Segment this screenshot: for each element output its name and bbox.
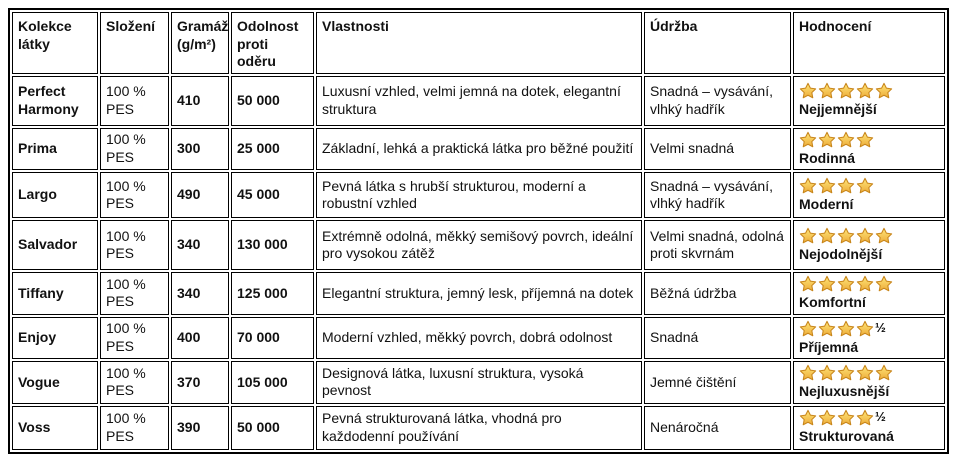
star-icon xyxy=(856,227,874,245)
table-row xyxy=(12,128,945,171)
cell-hodnoceni xyxy=(793,406,945,450)
cell-odolnost: 125 000 xyxy=(231,272,314,315)
star-icon xyxy=(856,275,874,293)
star-icon xyxy=(837,82,855,100)
cell-odolnost: 70 000 xyxy=(231,317,314,360)
cell-gramaz: 340 xyxy=(171,220,229,270)
rating-label: Nejjemnější xyxy=(799,101,877,118)
star-rating xyxy=(799,131,939,149)
cell-slozeni: 100 % PES xyxy=(100,220,169,270)
star-icon xyxy=(875,227,893,245)
cell-kolekce: Tiffany xyxy=(12,272,98,315)
star-icon xyxy=(818,177,836,195)
column-header-slozeni: Složení xyxy=(100,12,169,74)
star-icon xyxy=(837,275,855,293)
half-star-mark: ½ xyxy=(875,319,886,335)
table-row xyxy=(12,172,945,218)
star-rating xyxy=(799,275,939,293)
column-header-udrzba: Údržba xyxy=(644,12,791,74)
cell-kolekce: Vogue xyxy=(12,361,98,404)
cell-odolnost: 50 000 xyxy=(231,406,314,450)
table-row xyxy=(12,406,945,450)
star-icon xyxy=(799,364,817,382)
cell-slozeni: 100 % PES xyxy=(100,406,169,450)
cell-odolnost: 130 000 xyxy=(231,220,314,270)
table-row xyxy=(12,76,945,126)
star-icon xyxy=(875,364,893,382)
rating-label: Rodinná xyxy=(799,149,855,166)
star-icon xyxy=(856,177,874,195)
star-rating xyxy=(799,320,939,338)
cell-gramaz: 340 xyxy=(171,272,229,315)
cell-hodnoceni xyxy=(793,361,945,404)
star-rating xyxy=(799,82,939,100)
star-icon xyxy=(837,409,855,427)
cell-hodnoceni xyxy=(793,317,945,360)
half-star-mark: ½ xyxy=(875,409,886,425)
cell-slozeni: 100 % PES xyxy=(100,272,169,315)
star-icon xyxy=(837,227,855,245)
star-icon xyxy=(875,275,893,293)
rating-label: Nejluxusnější xyxy=(799,383,890,399)
cell-vlastnosti: Elegantní struktura, jemný lesk, příjemná na dotek xyxy=(316,272,642,315)
table-row xyxy=(12,272,945,315)
cell-vlastnosti: Extrémně odolná, měkký semišový povrch, ideální pro vysokou zátěž xyxy=(316,220,642,270)
star-icon xyxy=(799,177,817,195)
cell-slozeni: 100 % PES xyxy=(100,317,169,360)
star-icon xyxy=(818,409,836,427)
cell-udrzba: Snadná xyxy=(644,317,791,360)
cell-udrzba: Jemné čištění xyxy=(644,361,791,404)
cell-odolnost: 50 000 xyxy=(231,76,314,126)
cell-odolnost: 45 000 xyxy=(231,172,314,218)
fabric-comparison-table xyxy=(8,8,949,454)
cell-odolnost: 25 000 xyxy=(231,128,314,171)
rating-label: Komfortní xyxy=(799,294,866,310)
table-row xyxy=(12,361,945,404)
column-header-kolekce: Kolekce látky xyxy=(12,12,98,74)
cell-gramaz: 410 xyxy=(171,76,229,126)
star-icon xyxy=(837,131,855,149)
column-header-hodnoceni: Hodnocení xyxy=(793,12,945,74)
cell-vlastnosti: Designová látka, luxusní struktura, vysoká pevnost xyxy=(316,361,642,404)
rating-label: Příjemná xyxy=(799,338,859,355)
cell-kolekce: Enjoy xyxy=(12,317,98,360)
cell-udrzba: Velmi snadná xyxy=(644,128,791,171)
star-icon xyxy=(818,320,836,338)
star-icon xyxy=(856,131,874,149)
cell-slozeni: 100 % PES xyxy=(100,361,169,404)
star-icon xyxy=(799,82,817,100)
star-icon xyxy=(818,275,836,293)
star-icon xyxy=(799,275,817,293)
star-rating xyxy=(799,409,939,427)
cell-udrzba: Snadná – vysávání, vlhký hadřík xyxy=(644,172,791,218)
cell-gramaz: 370 xyxy=(171,361,229,404)
cell-vlastnosti: Pevná látka s hrubší strukturou, moderní a robustní vzhled xyxy=(316,172,642,218)
star-icon xyxy=(799,320,817,338)
cell-gramaz: 390 xyxy=(171,406,229,450)
star-icon xyxy=(856,364,874,382)
column-header-gramaz: Gramáž (g/m²) xyxy=(171,12,229,74)
cell-gramaz: 300 xyxy=(171,128,229,171)
table-row xyxy=(12,317,945,360)
star-icon xyxy=(818,227,836,245)
rating-label: Moderní xyxy=(799,195,854,212)
cell-slozeni: 100 % PES xyxy=(100,172,169,218)
cell-odolnost: 105 000 xyxy=(231,361,314,404)
rating-label: Nejodolnější xyxy=(799,245,883,262)
cell-kolekce: Voss xyxy=(12,406,98,450)
star-icon xyxy=(818,364,836,382)
star-icon xyxy=(799,227,817,245)
cell-slozeni: 100 % PES xyxy=(100,128,169,171)
cell-kolekce: Salvador xyxy=(12,220,98,270)
cell-udrzba: Nenáročná xyxy=(644,406,791,450)
cell-kolekce: Prima xyxy=(12,128,98,171)
star-icon xyxy=(837,177,855,195)
star-rating xyxy=(799,227,939,245)
rating-label: Strukturovaná xyxy=(799,428,894,445)
cell-udrzba: Velmi snadná, odolná proti skvrnám xyxy=(644,220,791,270)
star-icon xyxy=(856,82,874,100)
cell-udrzba: Běžná údržba xyxy=(644,272,791,315)
cell-vlastnosti: Základní, lehká a praktická látka pro běžné použití xyxy=(316,128,642,171)
cell-kolekce: Largo xyxy=(12,172,98,218)
cell-gramaz: 400 xyxy=(171,317,229,360)
table-row xyxy=(12,220,945,270)
star-icon xyxy=(875,82,893,100)
star-icon xyxy=(799,131,817,149)
star-icon xyxy=(799,409,817,427)
star-rating xyxy=(799,177,939,195)
star-icon xyxy=(856,409,874,427)
cell-hodnoceni xyxy=(793,272,945,315)
cell-vlastnosti: Moderní vzhled, měkký povrch, dobrá odolnost xyxy=(316,317,642,360)
cell-kolekce: Perfect Harmony xyxy=(12,76,98,126)
star-icon xyxy=(818,131,836,149)
star-icon xyxy=(818,82,836,100)
cell-vlastnosti: Luxusní vzhled, velmi jemná na dotek, elegantní struktura xyxy=(316,76,642,126)
star-rating xyxy=(799,364,939,382)
cell-hodnoceni xyxy=(793,172,945,218)
column-header-vlastnosti: Vlastnosti xyxy=(316,12,642,74)
star-icon xyxy=(856,320,874,338)
cell-hodnoceni xyxy=(793,220,945,270)
star-icon xyxy=(837,364,855,382)
header-row xyxy=(12,12,945,74)
column-header-odolnost: Odolnost proti oděru xyxy=(231,12,314,74)
cell-slozeni: 100 % PES xyxy=(100,76,169,126)
cell-gramaz: 490 xyxy=(171,172,229,218)
cell-hodnoceni xyxy=(793,128,945,171)
cell-hodnoceni xyxy=(793,76,945,126)
star-icon xyxy=(837,320,855,338)
cell-udrzba: Snadná – vysávání, vlhký hadřík xyxy=(644,76,791,126)
table-body xyxy=(12,76,945,450)
cell-vlastnosti: Pevná strukturovaná látka, vhodná pro každodenní používání xyxy=(316,406,642,450)
